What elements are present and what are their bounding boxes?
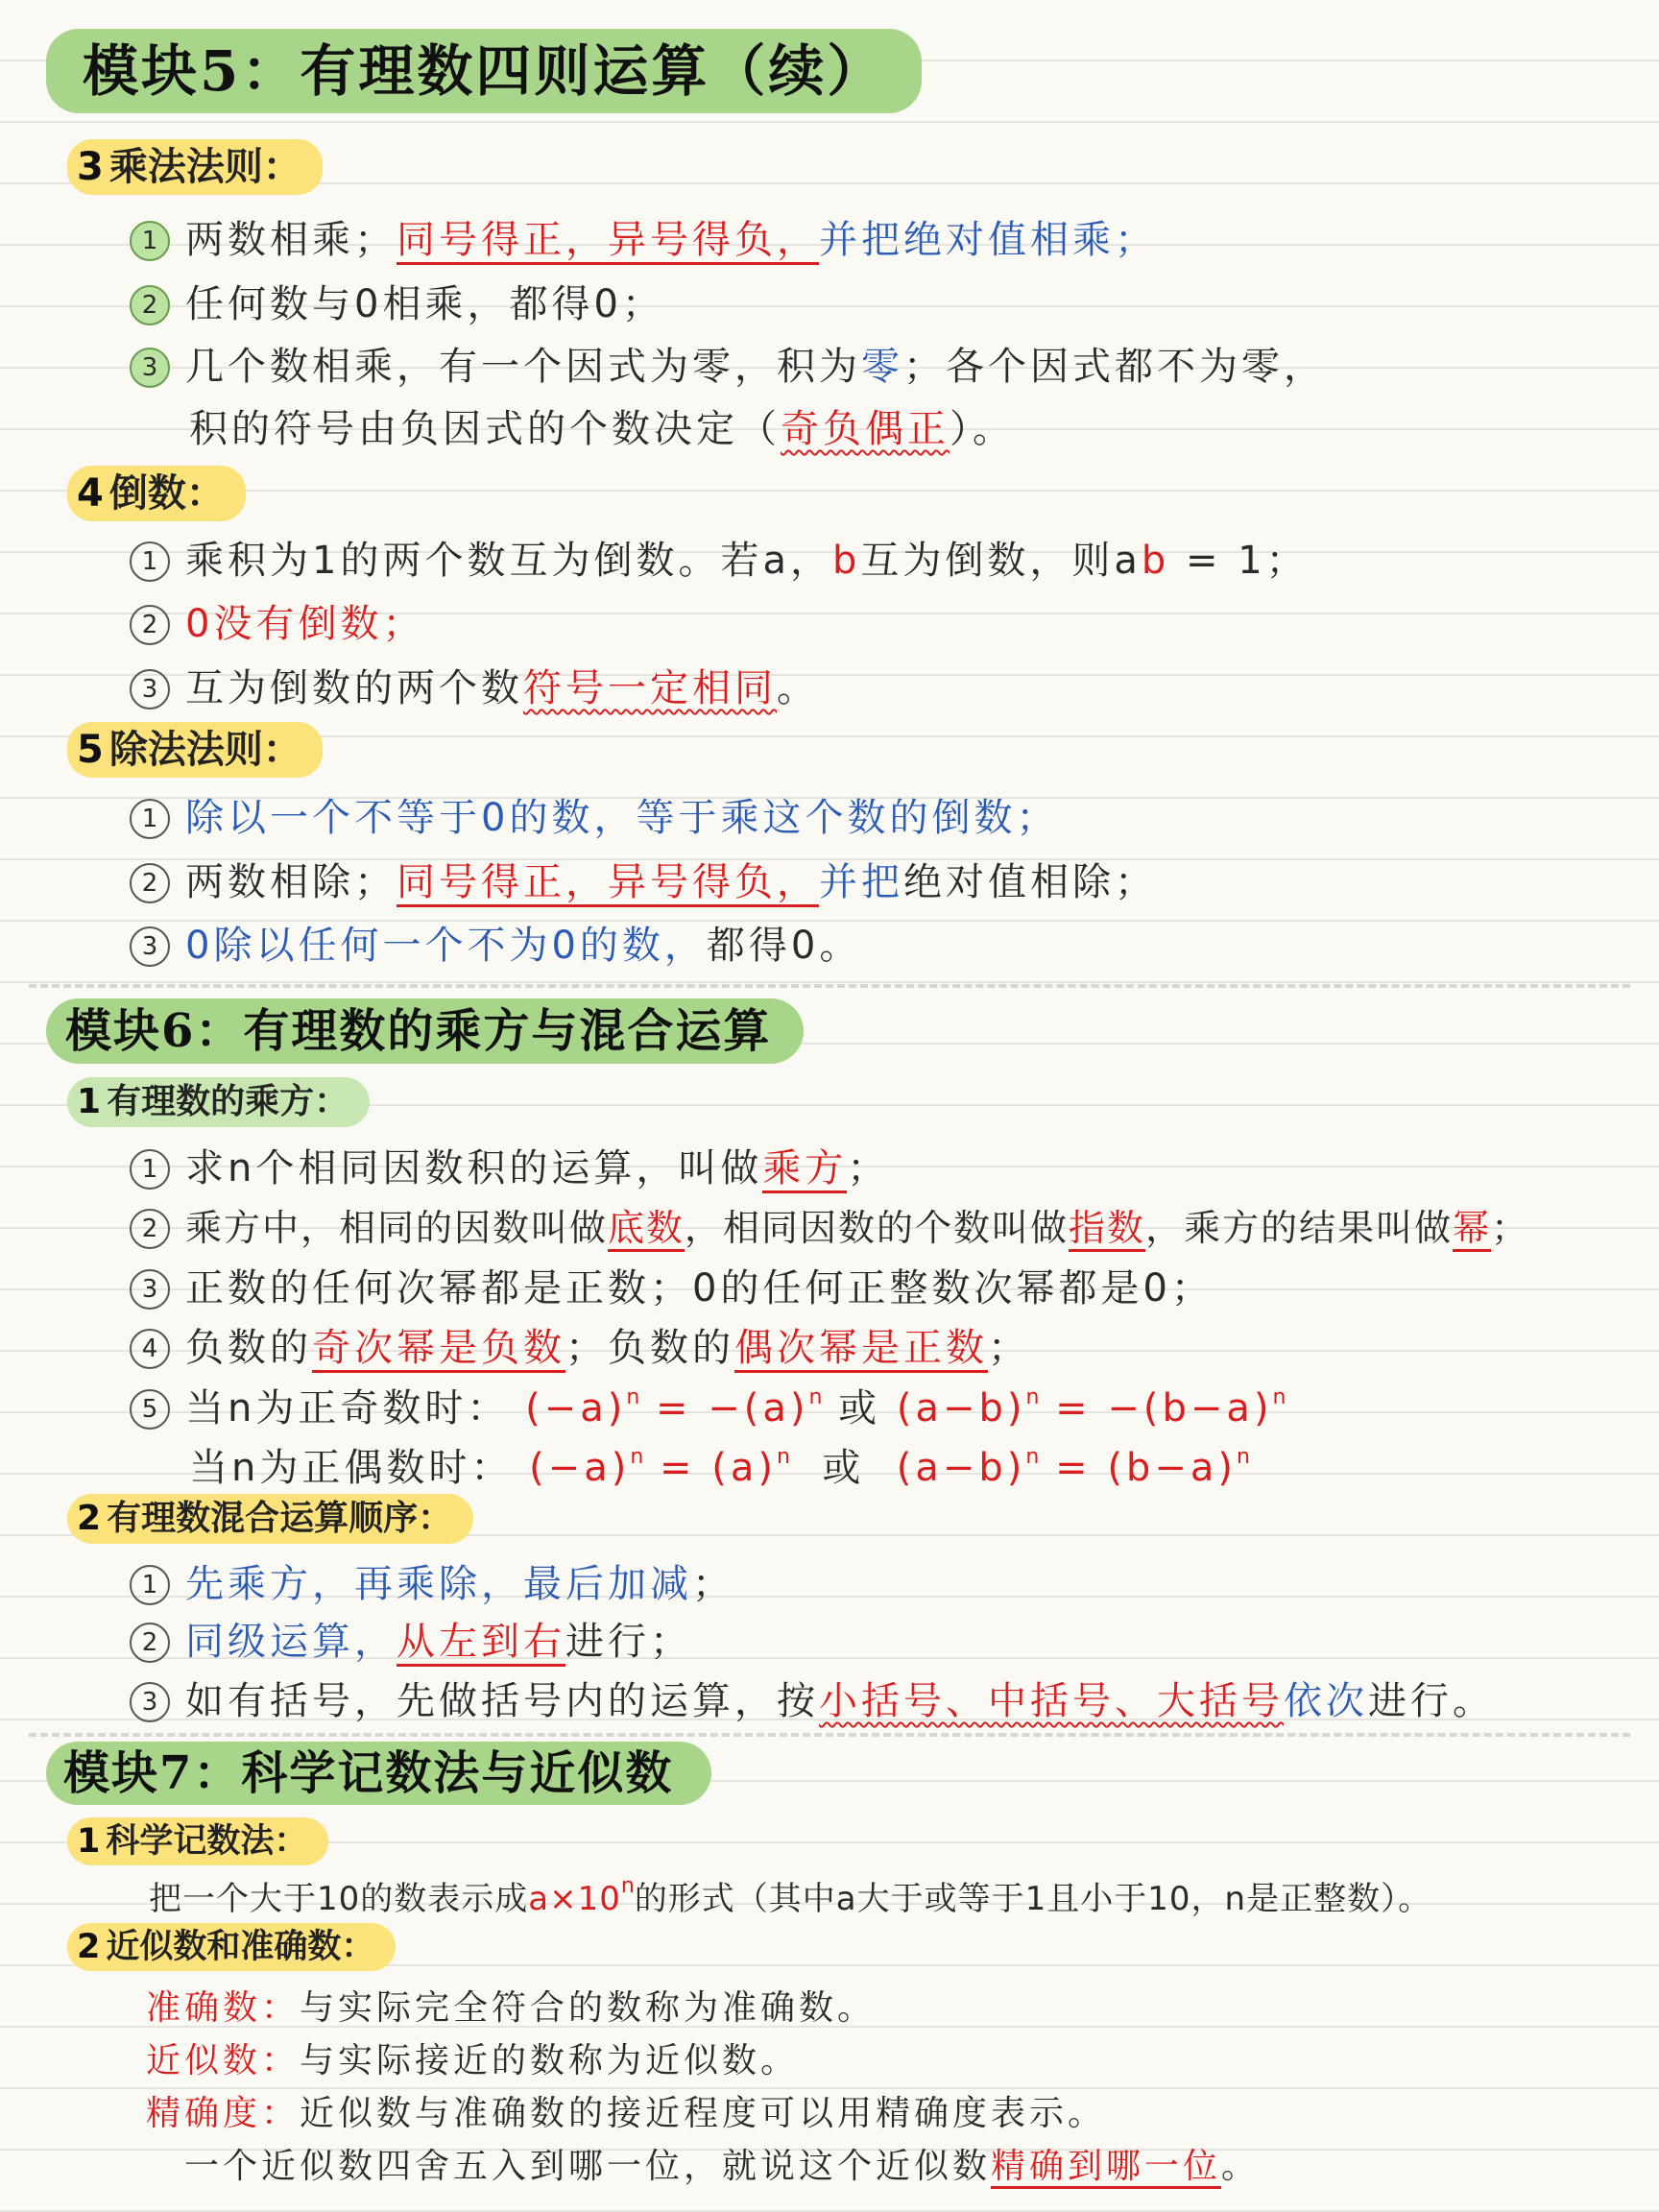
text: 绝对值相除；: [903, 860, 1157, 904]
module-5-title: 模块5：有理数四则运算（续）: [46, 29, 922, 113]
section-divider: [29, 984, 1630, 988]
section-number: 4: [77, 471, 104, 516]
section-mixed-operations: [67, 1494, 473, 1544]
term-label: 近似数：: [146, 2041, 301, 2080]
term-label: 准确数：: [146, 1988, 301, 2028]
rule-row: [130, 274, 664, 328]
rule-row: [130, 1317, 1030, 1372]
exponent: n: [630, 1445, 644, 1469]
circled-number: 1: [130, 799, 170, 839]
text: 或: [822, 1446, 865, 1490]
exponent: n: [620, 1874, 635, 1898]
circled-number: 3: [130, 669, 170, 709]
section-scientific-notation: [67, 1817, 328, 1865]
formula: = −(a): [639, 1386, 809, 1431]
module-7-title: 模块7：科学记数法与近似数: [46, 1742, 711, 1805]
rule-row: [130, 1553, 734, 1608]
exponent: n: [776, 1445, 790, 1469]
text: 互为倒数，则a: [860, 539, 1142, 583]
text: 几个数相乘，有一个因式为零，积为: [185, 345, 861, 389]
rule-row: [130, 593, 424, 648]
blue-text: 零: [861, 345, 903, 389]
highlight-text: 奇次幂是负数: [312, 1326, 565, 1373]
highlight-text: 同号得正，异号得负，: [397, 218, 819, 265]
circled-number: 2: [130, 1209, 170, 1249]
text: 两数相除；: [185, 860, 397, 904]
section-division-rule: [67, 722, 323, 778]
rule-row: [130, 1258, 1214, 1312]
rule-row: [130, 336, 1326, 391]
highlight-text: 精确到哪一位: [991, 2147, 1221, 2189]
text: 两数相乘；: [185, 218, 397, 262]
blue-text: 并把: [819, 860, 903, 904]
text: 正数的任何次幂都是正数；0的任何正整数次幂都是0；: [185, 1266, 1214, 1310]
section-label: 倒数：: [108, 471, 225, 516]
circled-number: 3: [130, 1269, 170, 1310]
text: 积的符号由负因式的个数决定（: [189, 407, 781, 451]
text: 的形式（其中a大于或等于1且小于10，n是正整数）。: [634, 1880, 1432, 1918]
definition-row: [146, 1981, 876, 2030]
exponent: n: [626, 1385, 640, 1409]
text: ；: [692, 1562, 734, 1606]
rule-row: [130, 915, 861, 970]
text: 近似数与准确数的接近程度可以用精确度表示。: [300, 2094, 1107, 2133]
text: 进行；: [565, 1620, 692, 1664]
exponent: n: [1272, 1385, 1286, 1409]
circled-number: 3: [130, 926, 170, 967]
circled-number: 2: [130, 285, 170, 325]
rule-row-continued: [189, 398, 1015, 453]
text: 。: [1221, 2147, 1261, 2186]
circled-number: 2: [130, 863, 170, 903]
text: 当n为正偶数时：: [189, 1446, 514, 1490]
highlight-text: 底数: [608, 1207, 685, 1252]
blue-text: 0除以任何一个不为0的数，: [185, 924, 707, 968]
formula: (a−b): [896, 1386, 1026, 1431]
formula: (−a): [529, 1446, 631, 1490]
section-number: 5: [77, 728, 104, 772]
highlight-text: 同号得正，异号得负，: [397, 860, 819, 907]
section-reciprocal: [67, 466, 246, 521]
text: ，相同因数的个数叫做: [685, 1207, 1070, 1249]
circled-number: 1: [130, 541, 170, 582]
formula-row: [130, 1378, 1286, 1432]
section-number: 1: [77, 1822, 101, 1861]
formula: = (b−a): [1039, 1446, 1237, 1490]
text: ）。: [950, 407, 1015, 451]
red-text: b: [1141, 539, 1170, 583]
rule-row: [130, 852, 1157, 906]
section-label: 除法法则：: [108, 728, 301, 772]
circled-number: 2: [130, 1623, 170, 1663]
formula: = −(b−a): [1039, 1386, 1273, 1431]
section-multiplication-rule: [67, 139, 323, 195]
text: 任何数与0相乘，都得0；: [185, 282, 664, 326]
text: 如有括号，先做括号内的运算，按: [185, 1679, 819, 1723]
text: 或: [838, 1386, 881, 1431]
definition-row: [184, 2139, 1260, 2188]
section-approximate-numbers: [67, 1923, 396, 1971]
exponent: n: [1236, 1445, 1250, 1469]
red-text: 0没有倒数；: [185, 602, 425, 646]
circled-number: 2: [130, 605, 170, 645]
text: 都得0。: [706, 924, 862, 968]
text: 乘积为1的两个数互为倒数。若a，: [185, 539, 832, 583]
rule-row: [130, 658, 819, 712]
blue-text: 除以一个不等于0的数，等于乘这个数的倒数；: [185, 796, 1059, 840]
formula-row: [189, 1437, 1250, 1492]
blue-text: 并把绝对值相乘；: [819, 218, 1157, 262]
highlight-text: 从左到右: [397, 1620, 565, 1667]
section-label: 乘法法则：: [108, 145, 301, 189]
rule-row: [130, 1611, 692, 1666]
term-label: 精确度：: [146, 2094, 301, 2133]
text: ，乘方的结果叫做: [1145, 1207, 1454, 1249]
section-label: 有理数混合运算顺序：: [107, 1499, 453, 1538]
text: 与实际接近的数称为近似数。: [300, 2041, 800, 2080]
text: ；负数的: [565, 1326, 734, 1370]
text: 负数的: [185, 1326, 312, 1370]
red-text: a×10: [528, 1880, 621, 1918]
blue-text: 同级运算，: [185, 1620, 397, 1664]
circled-number: 1: [130, 1149, 170, 1190]
text: 当n为正奇数时：: [185, 1386, 510, 1431]
text: 进行。: [1368, 1679, 1495, 1723]
rule-row: [130, 209, 1157, 264]
circled-number: 5: [130, 1389, 170, 1430]
rule-row: [130, 1138, 889, 1192]
rule-row: [130, 787, 1058, 842]
rule-row: [130, 1671, 1495, 1725]
circled-number: 3: [130, 348, 170, 388]
formula: (−a): [525, 1386, 627, 1431]
text: 与实际完全符合的数称为准确数。: [300, 1988, 877, 2028]
text: 一个近似数四舍五入到哪一位，就说这个近似数: [184, 2147, 992, 2186]
section-number: 1: [77, 1082, 102, 1121]
exponent: n: [1025, 1445, 1040, 1469]
exponent: n: [1025, 1385, 1040, 1409]
section-number: 2: [77, 1499, 102, 1538]
section-power: [67, 1077, 370, 1127]
circled-number: 4: [130, 1329, 170, 1369]
text: = 1；: [1169, 539, 1309, 583]
text: 互为倒数的两个数: [185, 666, 523, 710]
highlight-text: 奇负偶正: [781, 407, 950, 451]
section-number: 3: [77, 145, 104, 189]
text: 乘方中，相同的因数叫做: [185, 1207, 609, 1249]
definition-row: [146, 2033, 799, 2082]
text: ；: [847, 1146, 890, 1190]
red-text: b: [831, 539, 861, 583]
circled-number: 1: [130, 221, 170, 261]
rule-row: [130, 530, 1309, 585]
highlight-text: 乘方: [762, 1146, 847, 1193]
highlight-text: 偶次幂是正数: [734, 1326, 988, 1373]
definition-row: [146, 2086, 1106, 2135]
text: 把一个大于10的数表示成: [149, 1880, 529, 1918]
highlight-text: 符号一定相同: [523, 666, 777, 710]
formula: = (a): [643, 1446, 777, 1490]
section-label: 科学记数法：: [106, 1822, 308, 1861]
text: ；: [1491, 1207, 1530, 1249]
rule-row: [149, 1872, 1431, 1919]
blue-text: 先乘方，再乘除，最后加减: [185, 1562, 692, 1606]
rule-row: [130, 1198, 1529, 1251]
highlight-text: 小括号、中括号、大括号: [819, 1679, 1284, 1723]
module-6-title: 模块6：有理数的乘方与混合运算: [46, 998, 804, 1064]
section-divider: [29, 1733, 1630, 1737]
section-label: 有理数的乘方：: [107, 1082, 349, 1121]
text: 。: [777, 666, 819, 710]
highlight-text: 指数: [1069, 1207, 1145, 1252]
circled-number: 1: [130, 1565, 170, 1605]
text: ；各个因式都不为零，: [903, 345, 1326, 389]
formula: (a−b): [896, 1446, 1026, 1490]
text: 求n个相同因数积的运算，叫做: [185, 1146, 763, 1190]
section-label: 近似数和准确数：: [106, 1928, 375, 1966]
circled-number: 3: [130, 1682, 170, 1722]
text: ；: [988, 1326, 1030, 1370]
exponent: n: [808, 1385, 823, 1409]
blue-text: 依次: [1284, 1679, 1368, 1723]
highlight-text: 幂: [1453, 1207, 1491, 1252]
section-number: 2: [77, 1928, 101, 1966]
